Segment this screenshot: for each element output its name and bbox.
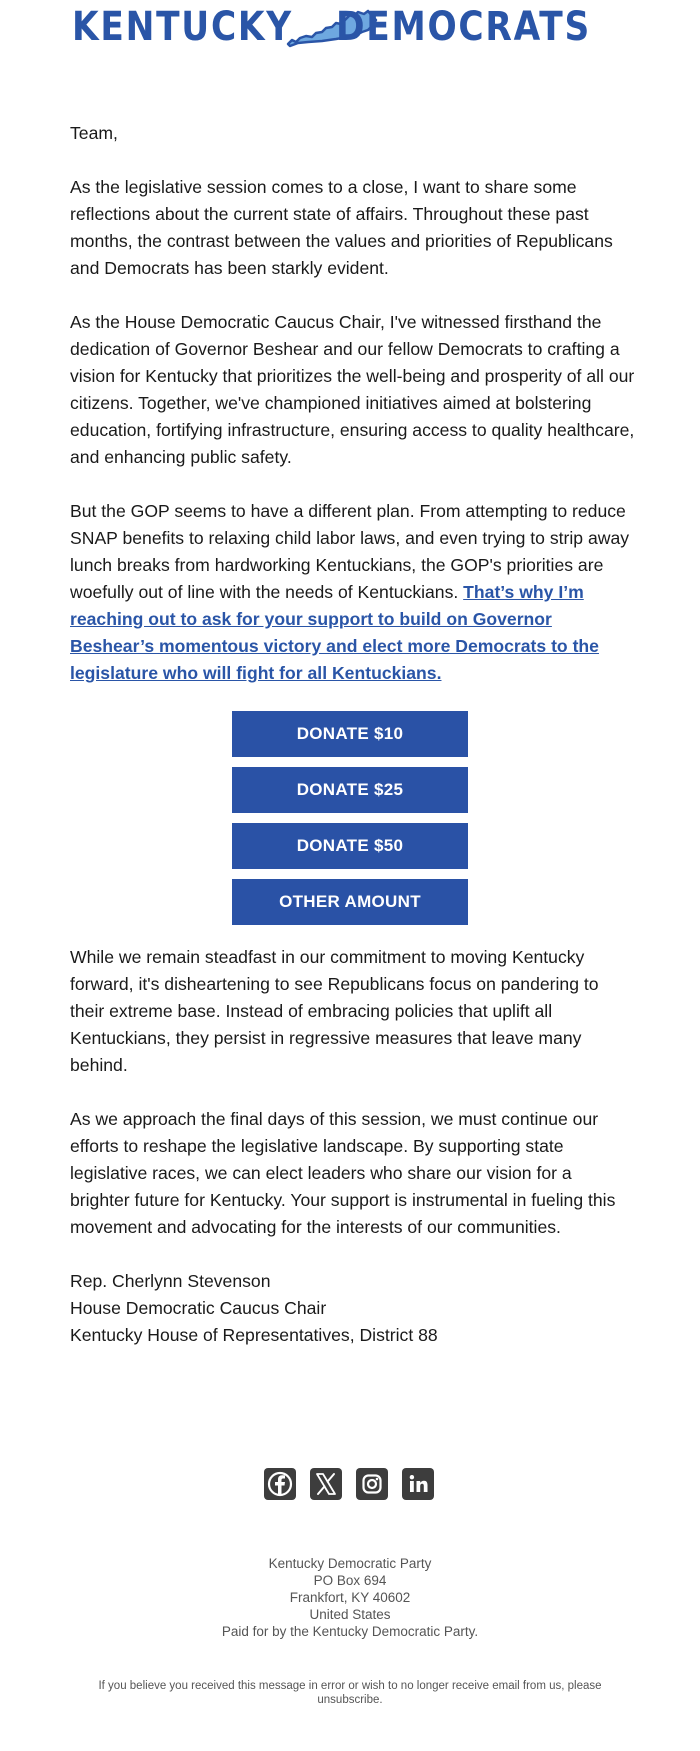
unsubscribe-disclaimer[interactable]: If you believe you received this message in error or wish to no longer receive email from us, please unsubscribe. bbox=[98, 1680, 602, 1706]
paragraph-3 bbox=[70, 498, 636, 687]
logo-text-kentucky: KENTUCKY bbox=[72, 4, 293, 50]
donate-50-button[interactable]: DONATE $50 bbox=[232, 823, 468, 869]
paragraph-4: While we remain steadfast in our commitment to moving Kentucky forward, it's disheartening to see Republicans focus on pandering to their extreme base. Instead of embracing policies that uplift all Kentuckians, they persist in regressive measures that leave many behind. bbox=[70, 947, 599, 1075]
footer-city: Frankfort, KY 40602 bbox=[289, 1590, 411, 1605]
signature bbox=[70, 1268, 636, 1349]
footer-po-box: PO Box 694 bbox=[313, 1573, 387, 1588]
support-link[interactable]: That’s why I’m reaching out to ask for your support to build on Governor Beshear’s momentous victory and elect more Democrats to the legislature who will fight for all Kentuckians. bbox=[70, 582, 599, 683]
social-links bbox=[264, 1468, 436, 1502]
email-header bbox=[0, 0, 700, 56]
donate-10-button[interactable]: DONATE $10 bbox=[232, 711, 468, 757]
kentucky-democrats-logo[interactable] bbox=[0, 0, 700, 56]
email-body bbox=[70, 120, 636, 714]
footer-org: Kentucky Democratic Party bbox=[268, 1556, 432, 1571]
x-icon[interactable] bbox=[310, 1468, 342, 1500]
linkedin-icon[interactable] bbox=[402, 1468, 434, 1500]
footer-paid-for: Paid for by the Kentucky Democratic Party. bbox=[221, 1624, 479, 1639]
donate-button-group bbox=[232, 711, 468, 935]
paragraph-3-text: But the GOP seems to have a different plan. From attempting to reduce SNAP benefits to relaxing child labor laws, and even trying to strip away lunch breaks from hardworking Kentuckians, the GOP's priorities are woefully out of line with the needs of Kentuckians. bbox=[70, 501, 630, 602]
logo-text-democrats: DEMOCRATS bbox=[336, 4, 591, 50]
greeting: Team, bbox=[70, 123, 118, 143]
signature-title: House Democratic Caucus Chair bbox=[70, 1298, 327, 1318]
paragraph-1: As the legislative session comes to a close, I want to share some reflections about the current state of affairs. Throughout these past months, the contrast between the values and priorities of Republicans and Democrats has been starkly evident. bbox=[70, 177, 613, 278]
footer-country: United States bbox=[309, 1607, 391, 1622]
footer-address bbox=[0, 1555, 700, 1640]
facebook-icon[interactable] bbox=[264, 1468, 296, 1500]
instagram-icon[interactable] bbox=[356, 1468, 388, 1500]
signature-office: Kentucky House of Representatives, District 88 bbox=[70, 1325, 438, 1345]
other-amount-button[interactable]: OTHER AMOUNT bbox=[232, 879, 468, 925]
email-body-continued bbox=[70, 944, 636, 1376]
paragraph-5: As we approach the final days of this session, we must continue our efforts to reshape the legislative landscape. By supporting state legislative races, we can elect leaders who share our vision for a brighter future for Kentucky. Your support is instrumental in fueling this movement and advocating for the interests of our communities. bbox=[70, 1109, 616, 1237]
signature-name: Rep. Cherlynn Stevenson bbox=[70, 1271, 271, 1291]
paragraph-2: As the House Democratic Caucus Chair, I've witnessed firsthand the dedication of Governor Beshear and our fellow Democrats to crafting a vision for Kentucky that prioritizes the well-being and prosperity of all our citizens. Together, we've championed initiatives aimed at bolstering education, fortifying infrastructure, ensuring access to quality healthcare, and enhancing public safety. bbox=[70, 312, 635, 467]
donate-25-button[interactable]: DONATE $25 bbox=[232, 767, 468, 813]
